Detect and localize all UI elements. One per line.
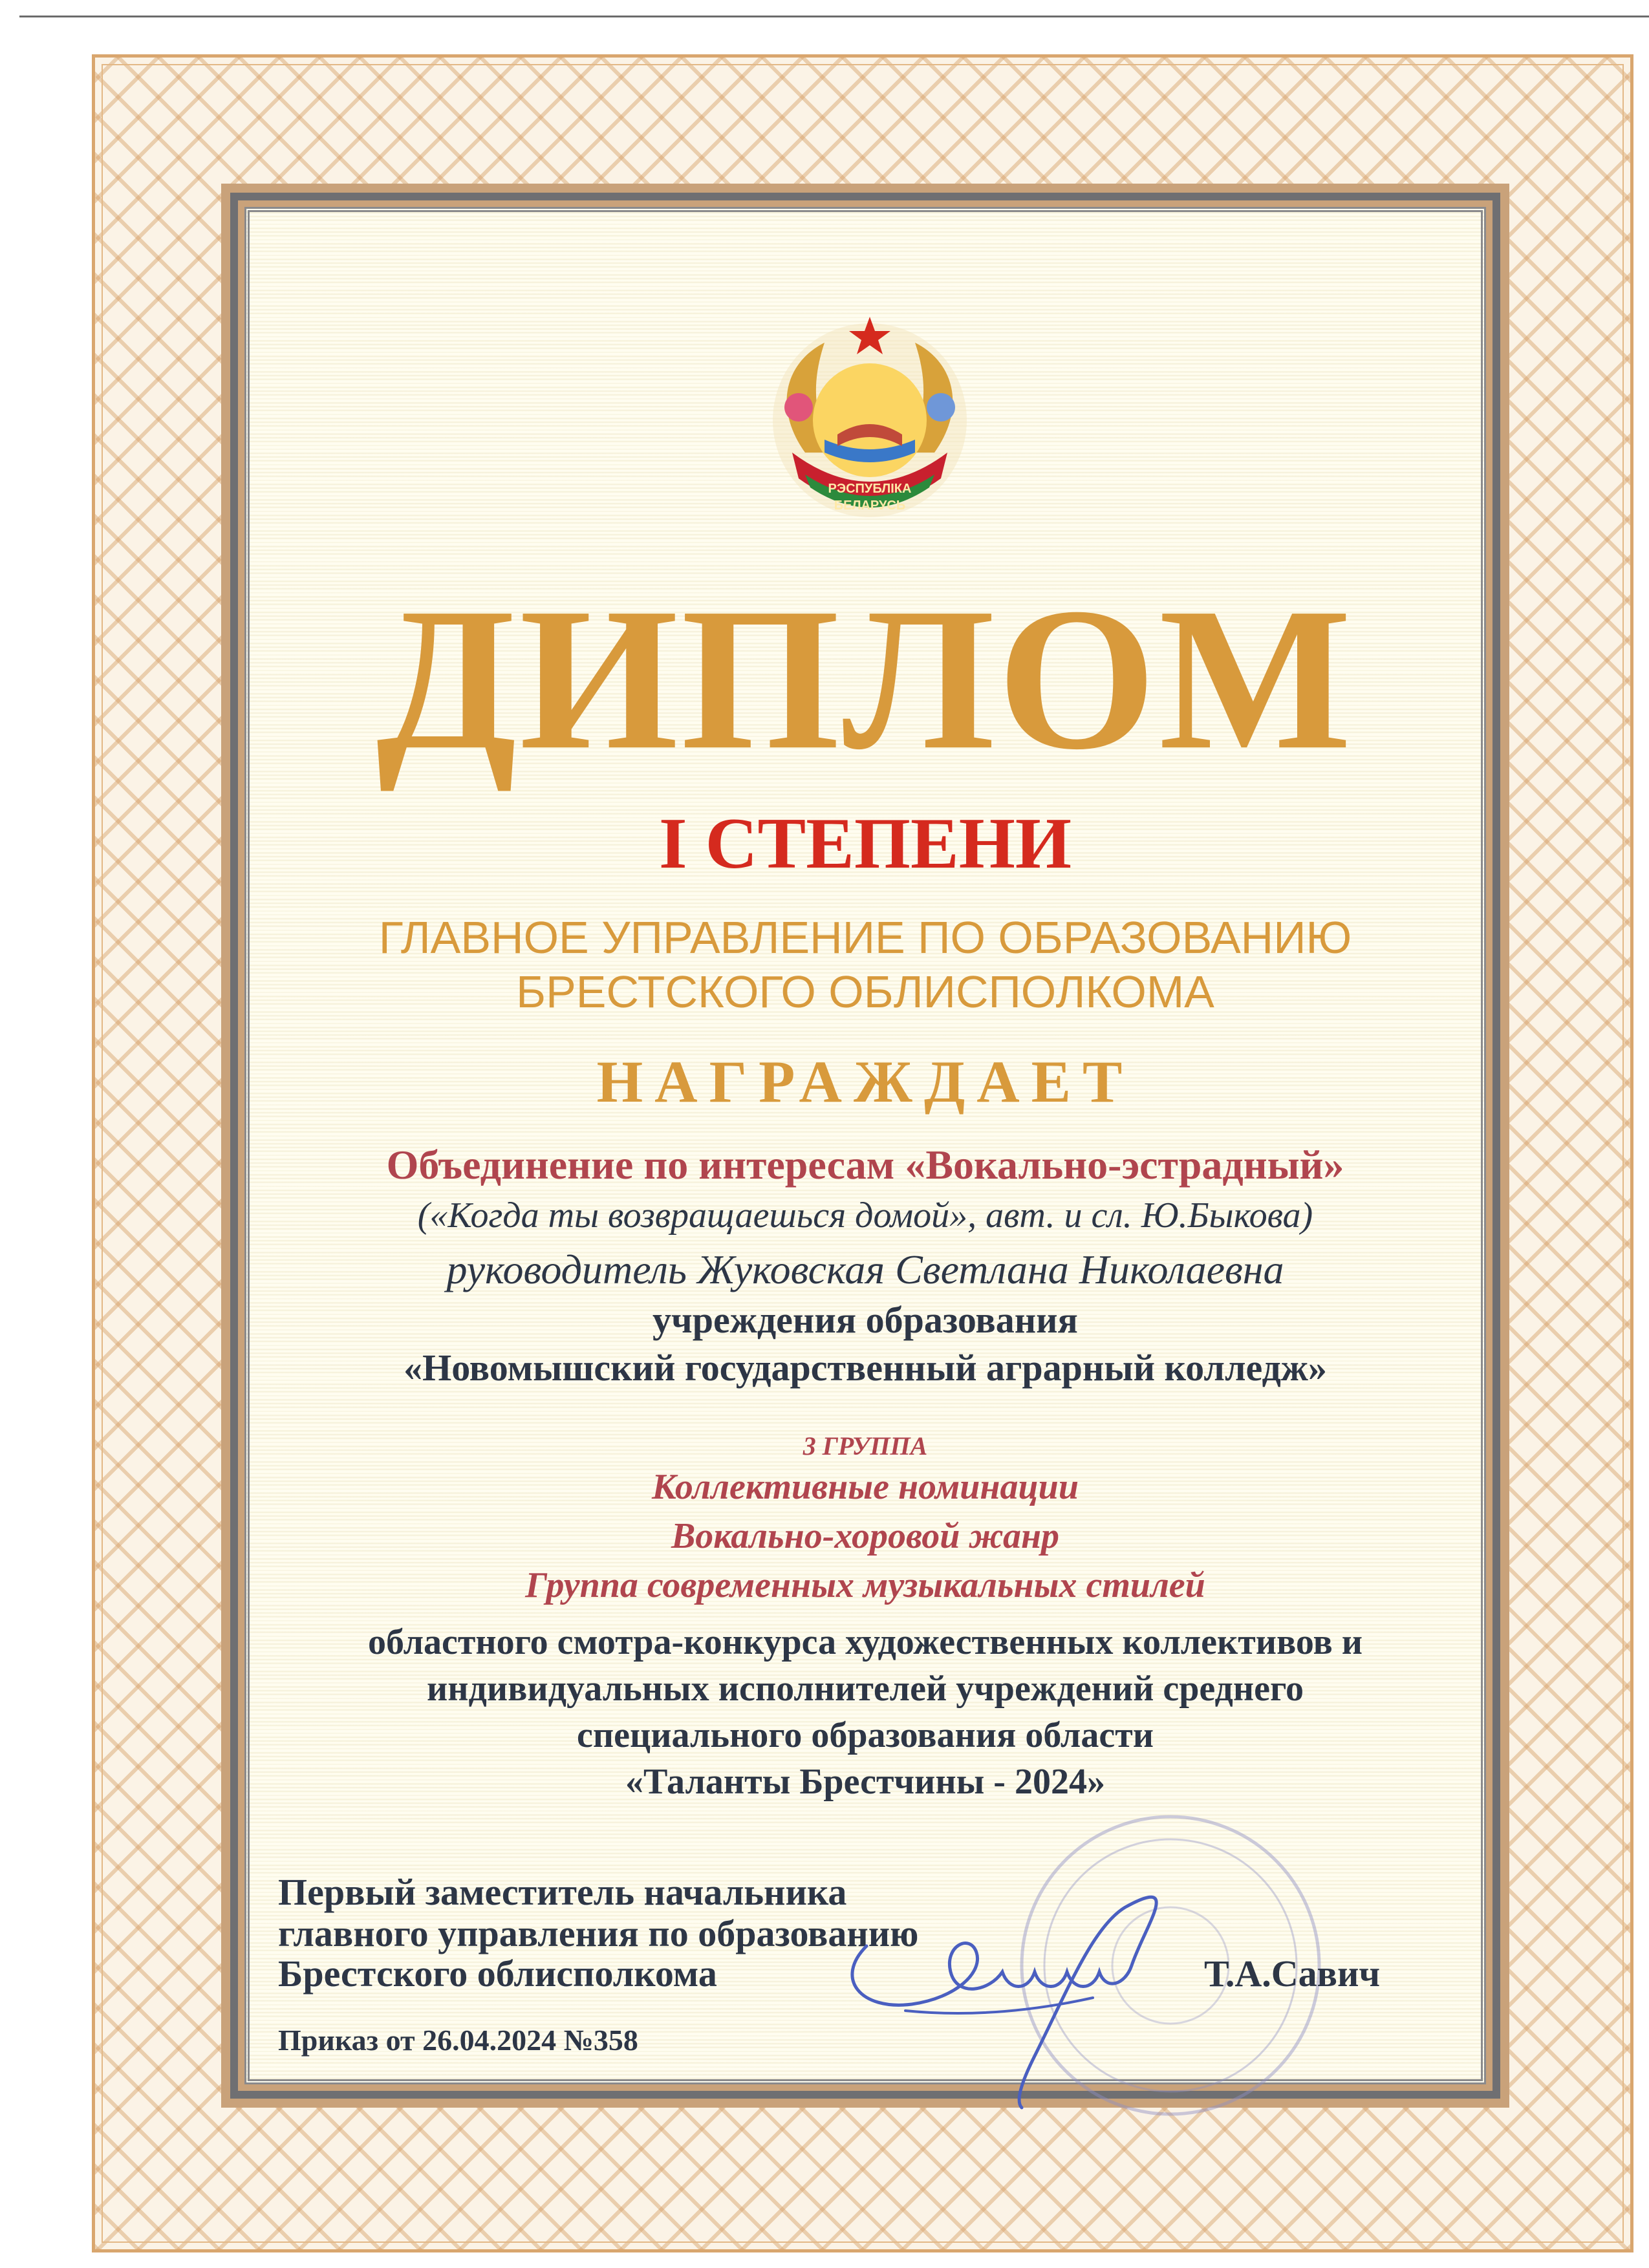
category-line-3: Группа современных музыкальных стилей [525, 1565, 1205, 1605]
signatory-name: Т.А.Савич [1204, 1952, 1381, 1995]
institution-line-1: учреждения образования [652, 1299, 1078, 1341]
awards-heading: НАГРАЖДАЕТ [596, 1049, 1134, 1115]
institution-line-2: «Новомышский государственный аграрный колледж» [404, 1347, 1327, 1389]
contest-line-2: индивидуальных исполнителей учреждений среднего [426, 1669, 1304, 1709]
scan-edge-line [19, 16, 1649, 17]
issuer-line-1: ГЛАВНОЕ УПРАВЛЕНИЕ ПО ОБРАЗОВАНИЮ [378, 912, 1352, 963]
group-label: 3 ГРУППА [803, 1431, 928, 1460]
contest-line-4: «Таланты Брестчины - 2024» [625, 1762, 1105, 1802]
handwritten-signature [821, 1849, 1209, 2121]
category-line-2: Вокально-хоровой жанр [671, 1516, 1060, 1556]
issuer-line-2: БРЕСТСКОГО ОБЛИСПОЛКОМА [516, 967, 1214, 1017]
state-emblem [747, 291, 993, 537]
song-credit: («Когда ты возвращаешься домой», авт. и сл. Ю.Быкова) [417, 1195, 1313, 1236]
diploma-title: ДИПЛОМ [376, 566, 1355, 792]
contest-line-3: специального образования области [577, 1715, 1154, 1755]
category-line-1: Коллективные номинации [652, 1467, 1079, 1507]
contest-line-1: областного смотра-конкурса художественных коллективов и [367, 1622, 1363, 1662]
leader-name: руководитель Жуковская Светлана Николаевна [446, 1246, 1284, 1292]
diploma-degree: I СТЕПЕНИ [659, 804, 1072, 884]
emblem-ribbon-text-2: БЕЛАРУСЬ [834, 498, 906, 513]
signatory-position-1: Первый заместитель начальника [278, 1871, 847, 1913]
emblem-ribbon-text-1: РЭСПУБЛІКА [828, 482, 912, 496]
recipient-name: Объединение по интересам «Вокально-эстрадный» [386, 1142, 1344, 1188]
order-reference: Приказ от 26.04.2024 №358 [278, 2024, 638, 2057]
signatory-position-3: Брестского облисполкома [278, 1952, 717, 1995]
signatory-position-2: главного управления по образованию [278, 1912, 919, 1954]
